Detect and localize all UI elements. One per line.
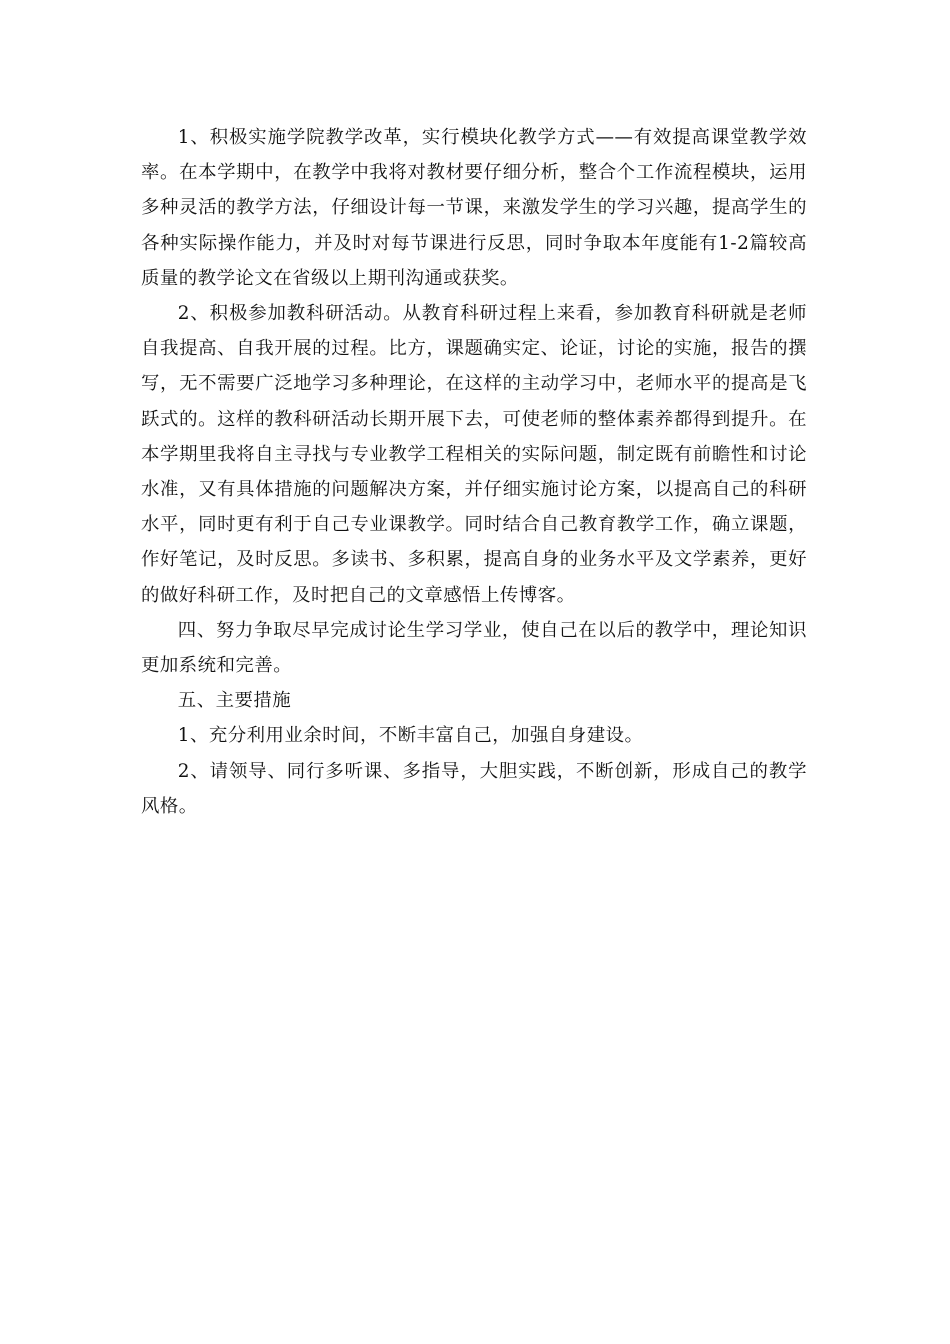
paragraph-measure-2: 2、请领导、同行多听课、多指导，大胆实践，不断创新，形成自己的教学风格。 (141, 760, 807, 817)
document-body (141, 120, 807, 824)
paragraph-research-activities: 2、积极参加教科研活动。从教育科研过程上来看，参加教育科研就是老师自我提高、自我开展的过程。比方，课题确实定、论证，讨论的实施，报告的撰写，无不需要广泛地学习多种理论，在这样的主动学习中，老师水平的提高是飞跃式的。这样的教科研活动长期开展下去，可使老师的整体素养都得到提升。在本学期里我将自主寻找与专业教学工程相关的实际问题，制定既有前瞻性和讨论水准，又有具体措施的问题解决方案，并仔细实施讨论方案，以提高自己的科研水平，同时更有利于自己专业课教学。同时结合自己教育教学工作，确立课题，作好笔记，及时反思。多读书、多积累，提高自身的业务水平及文学素养，更好的做好科研工作，及时把自己的文章感悟上传博客。 (141, 303, 807, 606)
paragraph-graduate-study: 四、努力争取尽早完成讨论生学习学业，使自己在以后的教学中，理论知识更加系统和完善。 (141, 619, 807, 677)
paragraph-teaching-reform: 1、积极实施学院教学改革，实行模块化教学方式——有效提高课堂教学效率。在本学期中，在教学中我将对教材要仔细分析，整合个工作流程模块，运用多种灵活的教学方法，仔细设计每一节课，来激发学生的学习兴趣，提高学生的各种实际操作能力，并及时对每节课进行反思，同时争取本年度能有1-2篇较高质量的教学论文在省级以上期刊沟通或获奖。 (141, 127, 807, 289)
paragraph-measure-1: 1、充分利用业余时间，不断丰富自己，加强自身建设。 (177, 725, 644, 747)
section-heading-main-measures: 五、主要措施 (177, 690, 292, 712)
